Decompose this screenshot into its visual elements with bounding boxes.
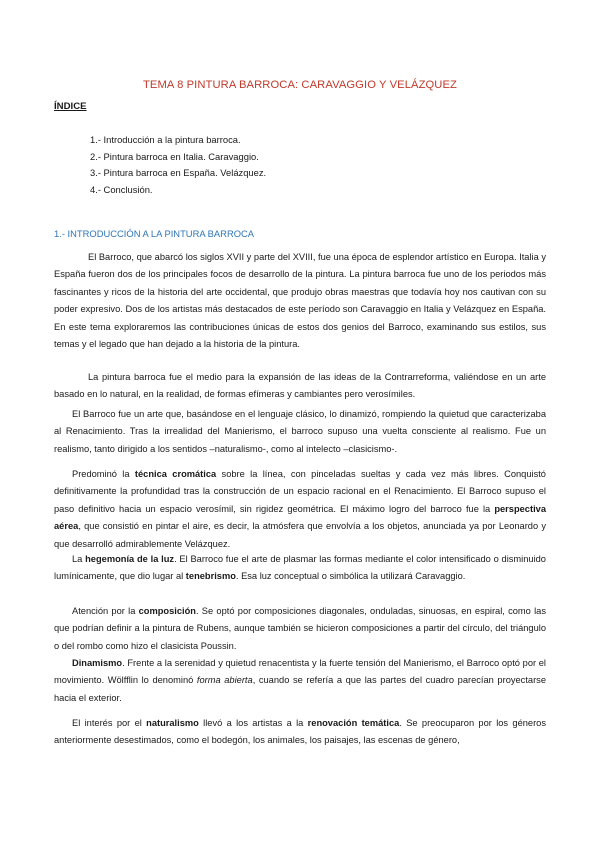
text-span: Predominó la bbox=[72, 469, 135, 479]
paragraph-dinamismo bbox=[54, 655, 546, 707]
bold-term: naturalismo bbox=[146, 718, 199, 728]
paragraph-composicion bbox=[54, 603, 546, 655]
page-title: TEMA 8 PINTURA BARROCA: CARAVAGGIO Y VELÁZQUEZ bbox=[143, 79, 457, 91]
text-span: . Frente a la serenidad y quietud renacentista y la fuerte tensión del Manierismo, el Barroco optó por el movimiento. Wölfflin lo denominó bbox=[54, 658, 546, 686]
paragraph-luz bbox=[54, 551, 546, 586]
italic-term: forma abierta bbox=[196, 675, 253, 686]
bold-term: renovación temática bbox=[307, 718, 400, 728]
index-list bbox=[90, 132, 266, 198]
text-span: . El Barroco fue el arte de plasmar las formas mediante el color intensificado o disminuido lumínicamente, que dio lugar al bbox=[54, 554, 546, 582]
index-item: 3.- Pintura barroca en España. Velázquez. bbox=[90, 167, 267, 178]
section-heading: 1.- INTRODUCCIÓN A LA PINTURA BARROCA bbox=[54, 228, 255, 239]
text-span: . Esa luz conceptual o simbólica la utilizará Caravaggio. bbox=[235, 571, 466, 582]
paragraph-contrarreforma: La pintura barroca fue el medio para la expansión de las ideas de la Contrarreforma, valiéndose en un arte basado en lo natural, en la realidad, de formas efímeras y cambiantes pero verosímiles. bbox=[54, 372, 546, 400]
text-span: llevó a los artistas a la bbox=[198, 718, 308, 728]
text-span: . Se preocuparon por los géneros anteriormente desestimados, como el bodegón, los animales, los paisajes, las escenas de género, bbox=[54, 718, 546, 746]
text-span: . Se optó por composiciones diagonales, onduladas, sinuosas, en espiral, como las que podrían definir a la pintura de Rubens, aunque también se hicieron composiciones a partir del círculo, del triángulo o del rombo como hizo el clasicista Poussin. bbox=[54, 606, 546, 651]
text-span: , que consistió en pintar el aire, es decir, la atmósfera que envolvía a los objetos, anunciada ya por Leonardo y que desarrolló admirablemente Velázquez. bbox=[54, 521, 546, 549]
paragraph-naturalismo bbox=[54, 715, 546, 750]
paragraph-intro: El Barroco, que abarcó los siglos XVII y parte del XVIII, fue una época de esplendor artístico en Europa. Italia y España fueron dos de los principales focos de desarrollo de la pintura. La pintura barroca fue uno de los periodos más fascinantes y ricos de la historia del arte occidental, que produjo obras maestras que todavía hoy nos cautivan con su poder expresivo. Dos de los artistas más destacados de este período son Caravaggio en Italia y Velázquez en España. En este tema exploraremos las contribuciones únicas de estos dos genios del Barroco, examinando sus estilos, sus temas y el legado que han dejado a la historia de la pintura. bbox=[54, 252, 546, 350]
index-item: 2.- Pintura barroca en Italia. Caravaggio. bbox=[90, 150, 259, 162]
text-span: sobre la línea, con pinceladas sueltas y cada vez más libres. Conquistó definitivamente la profundidad tras la construcción de un espacio racional en el Renacimiento. El Barroco supuso el paso definitivo hacia un espacio verosímil, sin rigidez geométrica. El máximo logro del barroco fue la bbox=[54, 469, 546, 514]
bold-term: técnica cromática bbox=[134, 469, 217, 479]
paragraph-tecnica-cromatica bbox=[54, 466, 546, 553]
text-span: , cuando se refería a que las partes del cuadro parecían proyectarse hacia el exterior. bbox=[54, 675, 547, 703]
text-span: El interés por el bbox=[72, 718, 147, 728]
bold-term: hegemonía de la luz bbox=[85, 554, 175, 564]
index-item: 1.- Introducción a la pintura barroca. bbox=[90, 134, 241, 145]
bold-term: tenebrismo bbox=[185, 571, 236, 582]
index-heading: ÍNDICE bbox=[54, 101, 87, 112]
bold-term: composición bbox=[138, 606, 196, 616]
text-span: La bbox=[72, 554, 86, 564]
index-item: 4.- Conclusión. bbox=[90, 183, 153, 195]
text-span: Atención por la bbox=[72, 606, 139, 616]
bold-term: Dinamismo bbox=[72, 658, 123, 668]
paragraph-barroco-dinamismo: El Barroco fue un arte que, basándose en el lenguaje clásico, lo dinamizó, rompiendo la quietud que caracterizaba al Renacimiento. Tras la irrealidad del Manierismo, el barroco supuso una vuelta consciente al realismo. Fue un realismo, tanto dirigido a los sentidos –naturalismo-, como al intelecto –clasicismo-. bbox=[54, 409, 546, 454]
bold-term: perspectiva aérea bbox=[54, 503, 546, 532]
